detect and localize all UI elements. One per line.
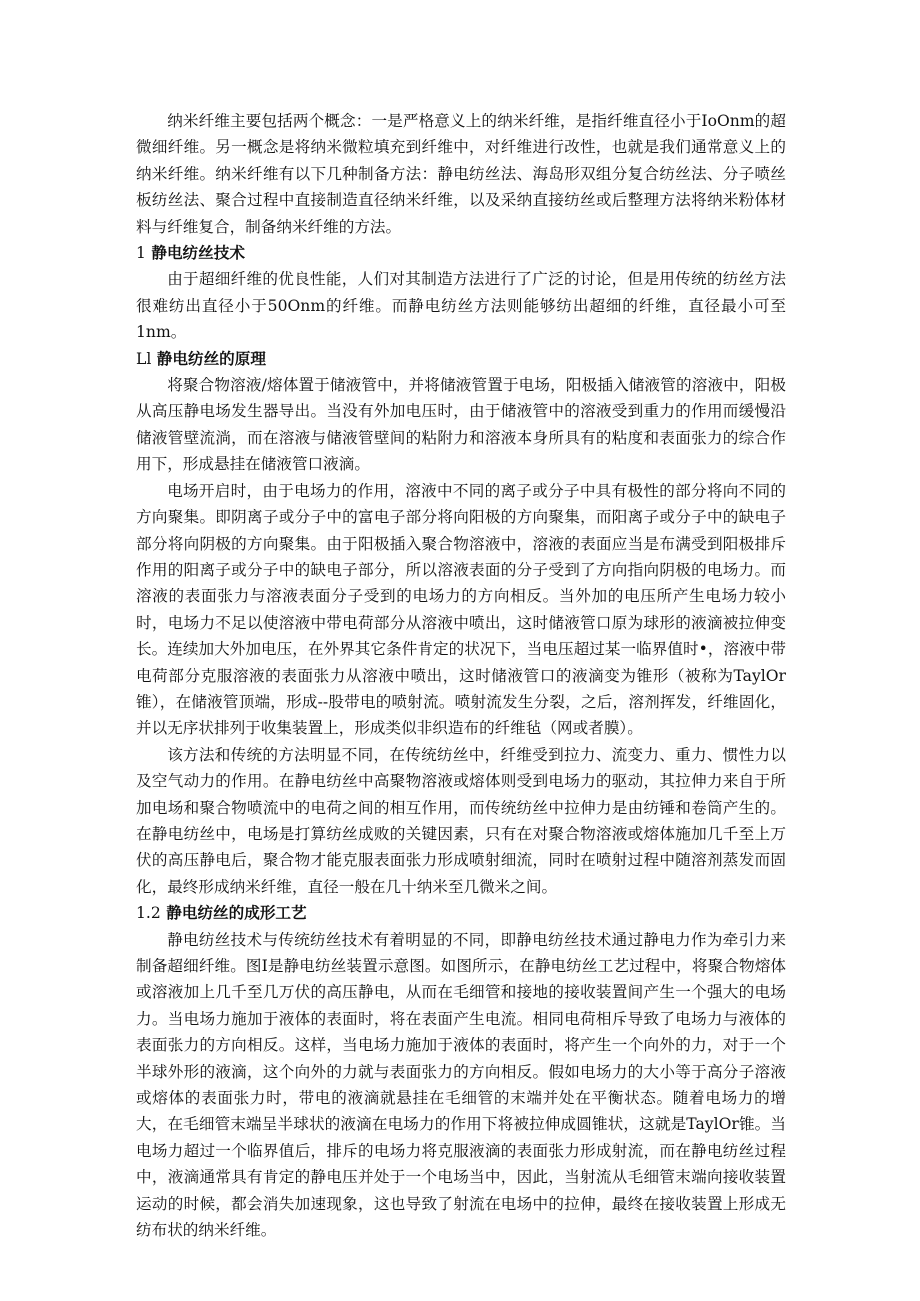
section-1-2-paragraph: 静电纺丝技术与传统纺丝技术有着明显的不同，即静电纺丝技术通过静电力作为牵引力来制备超细纤维。图I是静电纺丝装置示意图。如图所示，在静电纺丝工艺过程中，将聚合物熔体或溶液加上几千至几万伏的高压静电，从而在毛细管和接地的接收装置间产生一个强大的电场力。当电场力施加于液体的表面时，将在表面产生电流。相同电荷相斥导致了电场力与液体的表面张力的方向相反。这样，当电场力施加于液体的表面时，将产生一个向外的力，对于一个半球外形的液滴，这个向外的力就与表面张力的方向相反。假如电场力的大小等于高分子溶液或熔体的表面张力时，带电的液滴就悬挂在毛细管的末端并处在平衡状态。随着电场力的增大，在毛细管末端呈半球状的液滴在电场力的作用下将被拉伸成圆锥状，这就是TaylOr锥。当电场力超过一个临界值后，排斥的电场力将克服液滴的表面张力形成射流，而在静电纺丝过程中，液滴通常具有肯定的静电压并处于一个电场当中，因此，当射流从毛细管末端向接收装置运动的时候，都会消失加速现象，这也导致了射流在电场中的拉伸，最终在接收装置上形成无纺布状的纳米纤维。 bbox=[136, 930, 786, 1240]
section-1-heading bbox=[136, 240, 786, 266]
section-1-2-heading bbox=[136, 900, 786, 926]
section-1-1-paragraph-1: 将聚合物溶液/熔体置于储液管中，并将储液管置于电场，阳极插入储液管的溶液中，阳极从高压静电场发生器导出。当没有外加电压时，由于储液管中的溶液受到重力的作用而缓慢沿储液管壁流淌，而在溶液与储液管壁间的粘附力和溶液本身所具有的粘度和表面张力的综合作用下，形成悬挂在储液管口液滴。 bbox=[136, 376, 786, 474]
section-1-title: 静电纺丝技术 bbox=[151, 243, 245, 263]
section-1-paragraph: 由于超细纤维的优良性能，人们对其制造方法进行了广泛的讨论，但是用传统的纺丝方法很难纺出直径小于50Onm的纤维。而静电纺丝方法则能够纺出超细的纤维，直径最小可至1nm。 bbox=[136, 270, 786, 342]
section-1-1-title: 静电纺丝的原理 bbox=[156, 348, 266, 368]
section-1-1-heading bbox=[136, 346, 786, 372]
section-1-number: 1 bbox=[136, 244, 146, 263]
intro-paragraph: 纳米纤维主要包括两个概念：一是严格意义上的纳米纤维，是指纤维直径小于IoOnm的超微细纤维。另一概念是将纳米微粒填充到纤维中，对纤维进行改性，也就是我们通常意义上的纳米纤维。纳米纤维有以下几种制备方法：静电纺丝法、海岛形双组分复合纺丝法、分子喷丝板纺丝法、聚合过程中直接制造直径纳米纤维，以及采纳直接纺丝或后整理方法将纳米粉体材料与纤维复合，制备纳米纤维的方法。 bbox=[136, 112, 786, 236]
section-1-2-number: 1.2 bbox=[136, 904, 161, 923]
section-1-1-paragraph-3: 该方法和传统的方法明显不同，在传统纺丝中，纤维受到拉力、流变力、重力、惯性力以及空气动力的作用。在静电纺丝中高聚物溶液或熔体则受到电场力的驱动，其拉伸力来自于所加电场和聚合物喷流中的电荷之间的相互作用，而传统纺丝中拉伸力是由纺锤和卷筒产生的。在静电纺丝中，电场是打算纺丝成败的关键因素，只有在对聚合物溶液或熔体施加几千至上万伏的高压静电后，聚合物才能克服表面张力形成喷射细流，同时在喷射过程中随溶剂蒸发而固化，最终形成纳米纤维，直径一般在几十纳米至几微米之间。 bbox=[136, 745, 786, 896]
section-1-1-paragraph-2: 电场开启时，由于电场力的作用，溶液中不同的离子或分子中具有极性的部分将向不同的方向聚集。即阴离子或分子中的富电子部分将向阳极的方向聚集，而阳离子或分子中的缺电子部分将向阴极的方向聚集。由于阳极插入聚合物溶液中，溶液的表面应当是布满受到阳极排斥作用的阳离子或分子中的缺电子部分，所以溶液表面的分子受到了方向指向阴极的电场力。而溶液的表面张力与溶液表面分子受到的电场力的方向相反。当外加的电压所产生电场力较小时，电场力不足以使溶液中带电荷部分从溶液中喷出，这时储液管口原为球形的液滴被拉伸变长。连续加大外加电压，在外界其它条件肯定的状况下，当电压超过某一临界值时•，溶液中带电荷部分克服溶液的表面张力从溶液中喷出，这时储液管口的液滴变为锥形（被称为TaylOr锥），在储液管顶端，形成--股带电的喷射流。喷射流发生分裂，之后，溶剂挥发，纤维固化，并以无序状排列于收集装置上，形成类似非织造布的纤维毡（网或者膜）。 bbox=[136, 481, 786, 738]
section-1-2-title: 静电纺丝的成形工艺 bbox=[166, 903, 307, 923]
section-1-1-number: Ll bbox=[136, 349, 152, 368]
document-page bbox=[136, 108, 786, 1243]
